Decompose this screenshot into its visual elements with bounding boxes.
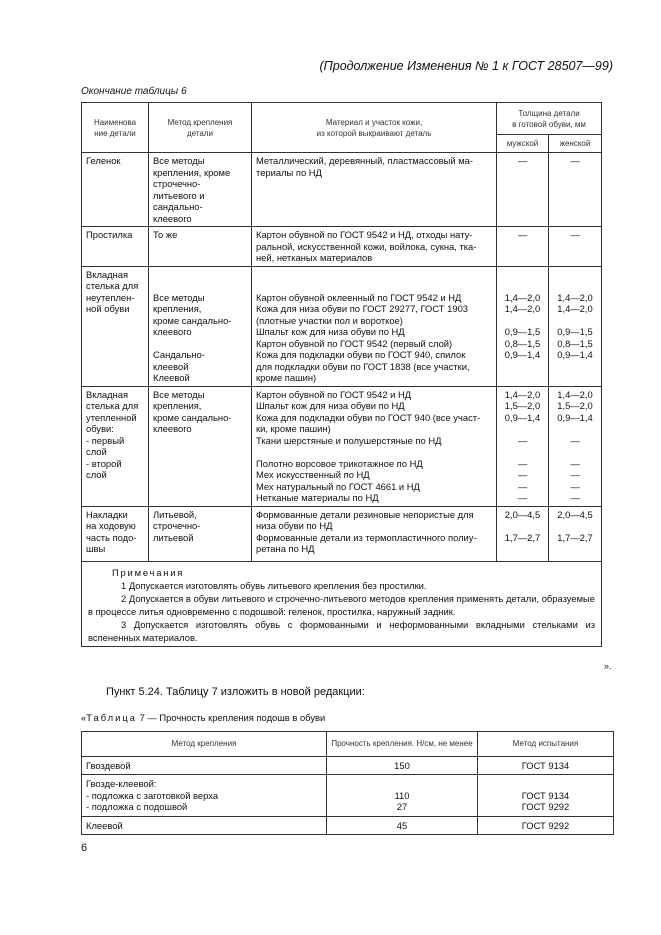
cell-line: ней, нетканых материалов [256, 252, 373, 263]
cell-line: Клеевой [86, 819, 123, 831]
cell-line: ГОСТ 9292 [521, 801, 570, 812]
t7-header-strength: Прочность крепления. Н/см, не менее [327, 732, 478, 757]
table-row [82, 775, 614, 817]
t7-header-method: Метод крепления [82, 732, 327, 757]
cell-method [149, 506, 252, 561]
cell-line [501, 543, 544, 555]
cell-line: ной обуви [86, 303, 130, 314]
cell-material [252, 386, 497, 506]
header-thickness [497, 103, 602, 135]
cell-test [478, 756, 614, 775]
cell-line: клеевого [153, 212, 192, 224]
cell-line [153, 280, 247, 292]
cell-line: Полотно ворсовое трикотажное по НД [256, 457, 423, 469]
cell-line [153, 269, 247, 281]
cell-line: Вкладная [86, 388, 129, 400]
table6-caption: Окончание таблицы 6 [81, 86, 187, 97]
cell-line [501, 269, 544, 281]
cell-line [482, 778, 609, 790]
cell-line: Кожа для подкладки обуви по ГОСТ 940 (все участ- [256, 411, 481, 423]
cell-line: 0,8—1,5 [504, 337, 541, 349]
cell-line [553, 280, 597, 292]
table6 [81, 102, 602, 647]
table7-body [82, 756, 614, 835]
cell-line: 27 [396, 801, 408, 812]
cell-line: Накладки [86, 508, 128, 520]
cell-male [497, 227, 549, 267]
cell-line: ГОСТ 9292 [521, 819, 570, 831]
instruction-text: Пункт 5.24. Таблицу 7 изложить в новой редакции: [106, 686, 365, 698]
cell-male [497, 506, 549, 561]
cell-method [82, 775, 327, 817]
cell-line: — [570, 229, 580, 240]
cell-line: — [517, 229, 528, 240]
cell-line: 1,4—2,0 [557, 303, 593, 314]
cell-line [501, 372, 544, 384]
cell-line: Кожа для подкладки обуви по ГОСТ 940, спилок [256, 349, 466, 360]
cell-male [497, 266, 549, 386]
cell-test [478, 816, 614, 835]
cell-line: 0,9—1,4 [557, 411, 593, 423]
cell-line: Вкладная [86, 268, 129, 280]
cell-line: Все методы [153, 291, 205, 303]
cell-line: Мех натуральный по ГОСТ 4661 и НД [256, 480, 420, 492]
cell-method [82, 756, 327, 775]
cell-name [82, 266, 149, 386]
cell-line: ние детали [94, 128, 136, 138]
cell-line: клеевого [153, 326, 192, 337]
cell-method [149, 227, 252, 267]
cell-line: клеевого [153, 423, 192, 434]
cell-line: неутеплен- [86, 291, 135, 303]
t7-header-test: Метод испытания [478, 732, 614, 757]
header-male: мужской [497, 135, 549, 153]
cell-line: Сандально- [153, 349, 205, 360]
cell-line: Наименова [93, 117, 137, 127]
cell-line: Все методы [153, 155, 205, 166]
cell-line: Картон обувной по ГОСТ 9542 и НД [256, 388, 412, 400]
cell-line: сандально- [153, 201, 203, 212]
cell-line: Гвоздe-клеевой: [86, 778, 157, 789]
cell-line: Картон обувной оклеенный по ГОСТ 9542 и НД [256, 291, 462, 303]
cell-line: обуви: [86, 423, 114, 434]
cell-line [501, 280, 544, 292]
cell-line: Клеевой [153, 372, 190, 383]
cell-line: 1,4—2,0 [557, 291, 593, 303]
cell-line: — [570, 492, 580, 503]
cell-line: низа обуви по НД [256, 520, 333, 531]
cell-line: Картон обувной по ГОСТ 9542 (первый слой) [256, 337, 453, 349]
cell-line: Толщина детали [518, 108, 580, 118]
header-name [82, 103, 149, 153]
cell-female [549, 227, 602, 267]
cell-line: кроме сандально- [153, 314, 232, 326]
notes-block [82, 561, 602, 646]
cell-line: териалы по НД [256, 166, 322, 178]
cell-line: 1,4—2,0 [504, 388, 541, 400]
cell-line: 0,9—1,5 [504, 326, 541, 337]
cell-strength [327, 816, 478, 835]
table7-caption-prefix: « [81, 712, 87, 723]
cell-line: стелька для [86, 280, 139, 291]
cell-line: Формованные детали из термопластичного полиу- [256, 531, 477, 543]
cell-line: Материал и участок кожи, [325, 117, 423, 127]
cell-material [252, 266, 497, 386]
table-row [82, 227, 602, 267]
cell-strength [327, 756, 478, 775]
cell-line: клеевой [153, 360, 189, 372]
cell-line [501, 315, 544, 327]
header-method [149, 103, 252, 153]
table-row [82, 386, 602, 506]
cell-line [553, 315, 597, 327]
table-row [82, 756, 614, 775]
cell-material [252, 227, 497, 267]
table-row [82, 816, 614, 835]
cell-line: — [570, 155, 580, 166]
cell-line: Гвоздевой [86, 759, 131, 771]
cell-line: — [517, 480, 528, 492]
cell-line [553, 543, 597, 555]
header-material [252, 103, 497, 153]
cell-line: Простилка [86, 229, 133, 240]
cell-line: кроме сандально- [153, 411, 232, 423]
table7-caption-label: Таблица [86, 712, 137, 723]
cell-line: слой [86, 446, 107, 457]
cell-line: ГОСТ 9134 [521, 759, 570, 771]
cell-line: литьевого и [153, 189, 205, 201]
cell-line [153, 338, 247, 350]
cell-line: Все методы [153, 388, 205, 400]
cell-line [553, 269, 597, 281]
cell-male [497, 386, 549, 506]
cell-line: 1,4—2,0 [504, 291, 541, 303]
table7-caption-title: 7 — Прочность крепления подошв в обуви [136, 712, 326, 723]
cell-material [252, 153, 497, 227]
cell-line: крепления, [153, 303, 202, 314]
cell-line: (плотные участки пол и вороткое) [256, 314, 403, 326]
cell-line: 1,5—2,0 [504, 400, 541, 411]
cell-line: в готовой обуви, мм [512, 119, 586, 129]
cell-name [82, 153, 149, 227]
note-item: 3 Допускается изготовлять обувь с формованными и неформованными вкладными стельками из вспененных материалов. [88, 618, 595, 643]
cell-method [149, 266, 252, 386]
cell-line: детали [186, 128, 213, 138]
cell-line [501, 423, 544, 435]
cell-line: — [517, 457, 528, 469]
cell-line: Ткани шерстяные и полушерстяные по НД [256, 434, 442, 446]
cell-line: 1,4—2,0 [504, 303, 541, 314]
cell-line: 0,8—1,5 [557, 337, 593, 349]
cell-line [501, 446, 544, 458]
cell-line: 1,5—2,0 [557, 400, 593, 411]
cell-line: Геленок [86, 155, 121, 166]
cell-line: строчечно- [153, 520, 201, 531]
notes-title: Примечания [112, 566, 185, 578]
cell-line [501, 361, 544, 373]
cell-line: - подложка с подошвой [86, 801, 188, 812]
cell-line: 1,7—2,7 [557, 531, 593, 543]
cell-line: 0,9—1,4 [557, 349, 593, 360]
cell-line [256, 280, 492, 292]
cell-line: 2,0—4,5 [557, 508, 593, 520]
cell-line: Формованные детали резиновые непористые для [256, 508, 474, 520]
cell-line: кроме пашин) [256, 372, 317, 383]
cell-line: литьевой [153, 531, 194, 543]
cell-line: Мех искусственный по НД [256, 469, 370, 480]
cell-line: Метод крепления [167, 117, 233, 127]
cell-strength [327, 775, 478, 817]
cell-line: То же [153, 229, 178, 240]
table6-body [82, 153, 602, 562]
cell-line: строчечно- [153, 178, 201, 189]
cell-line: Шпальт кож для низа обуви по НД [256, 326, 405, 337]
cell-method [149, 386, 252, 506]
cell-line: ретана по НД [256, 543, 315, 554]
cell-line: ральной, искусственной кожи, войлока, сукна, тка- [256, 240, 477, 252]
cell-line [256, 446, 492, 458]
table7 [81, 731, 614, 835]
cell-line [501, 520, 544, 532]
cell-line: 150 [394, 759, 410, 771]
cell-method [149, 153, 252, 227]
cell-line: 0,9—1,5 [557, 326, 593, 337]
cell-line: Нетканые материалы по НД [256, 492, 379, 503]
cell-line: часть подо- [86, 531, 137, 543]
cell-line [553, 446, 597, 458]
cell-material [252, 506, 497, 561]
cell-line: 0,9—1,4 [504, 411, 541, 423]
cell-name [82, 227, 149, 267]
cell-female [549, 506, 602, 561]
cell-line: — [517, 492, 528, 503]
cell-line: 2,0—4,5 [504, 508, 541, 520]
note-item: 1 Допускается изготовлять обувь литьевого крепления без простилки. [121, 579, 427, 591]
cell-female [549, 266, 602, 386]
cell-line: ки, кроме пашин) [256, 423, 331, 434]
cell-line: - второй [86, 457, 122, 469]
table-row [82, 266, 602, 386]
cell-line: — [570, 469, 580, 480]
note-item: 2 Допускается в обуви литьевого и строчечно-литьевого методов крепления применять детали, образуемые в процессе литья одновременно с подошвой: геленок, простилка, наружный задник. [88, 592, 595, 617]
cell-line: Литьевой, [153, 508, 197, 520]
cell-line: 1,4—2,0 [557, 388, 593, 400]
cell-line [553, 361, 597, 373]
cell-line: утепленной [86, 411, 137, 423]
cell-line: швы [86, 543, 106, 554]
cell-line [256, 269, 492, 281]
cell-name [82, 386, 149, 506]
table-row [82, 506, 602, 561]
cell-line: для подкладки обуви по ГОСТ 1838 (все участки, [256, 360, 470, 372]
cell-name [82, 506, 149, 561]
running-header: (Продолжение Изменения № 1 к ГОСТ 28507—99) [319, 59, 613, 73]
cell-line: — [517, 155, 528, 166]
cell-line: - первый [86, 434, 125, 446]
cell-line: крепления, [153, 400, 202, 411]
cell-line [553, 520, 597, 532]
cell-line: на ходовую [86, 520, 136, 531]
cell-line: ГОСТ 9134 [521, 789, 570, 801]
cell-line: — [517, 434, 528, 446]
cell-line: слой [86, 469, 107, 480]
cell-method [82, 816, 327, 835]
cell-line: 1,7—2,7 [504, 531, 541, 543]
cell-line [553, 372, 597, 384]
cell-test [478, 775, 614, 817]
cell-female [549, 386, 602, 506]
cell-line: 110 [394, 789, 410, 801]
table7-caption [81, 712, 325, 723]
cell-line: Кожа для низа обуви по ГОСТ 29277, ГОСТ 1903 [256, 303, 468, 314]
header-female: женской [549, 135, 602, 153]
cell-line [553, 423, 597, 435]
cell-line: — [517, 469, 528, 480]
page-number: 6 [81, 842, 88, 854]
cell-line: 0,9—1,4 [504, 349, 541, 360]
cell-line: из которой выкраивают деталь [316, 128, 432, 138]
cell-line: Шпальт кож для низа обуви по НД [256, 400, 405, 411]
cell-line: стелька для [86, 400, 139, 411]
cell-line: крепления, кроме [153, 166, 231, 178]
cell-line: Металлический, деревянный, пластмассовый ма- [256, 155, 474, 166]
cell-line [331, 778, 473, 790]
cell-line: Картон обувной по ГОСТ 9542 и НД, отходы нату- [256, 229, 473, 240]
cell-line: — [570, 457, 580, 469]
cell-line: 45 [396, 819, 408, 831]
cell-line: — [570, 434, 580, 446]
closing-quote: ». [604, 661, 612, 671]
cell-female [549, 153, 602, 227]
cell-line: - подложка с заготовкой верха [86, 789, 219, 801]
table-row [82, 153, 602, 227]
cell-line: — [570, 480, 580, 492]
cell-male [497, 153, 549, 227]
